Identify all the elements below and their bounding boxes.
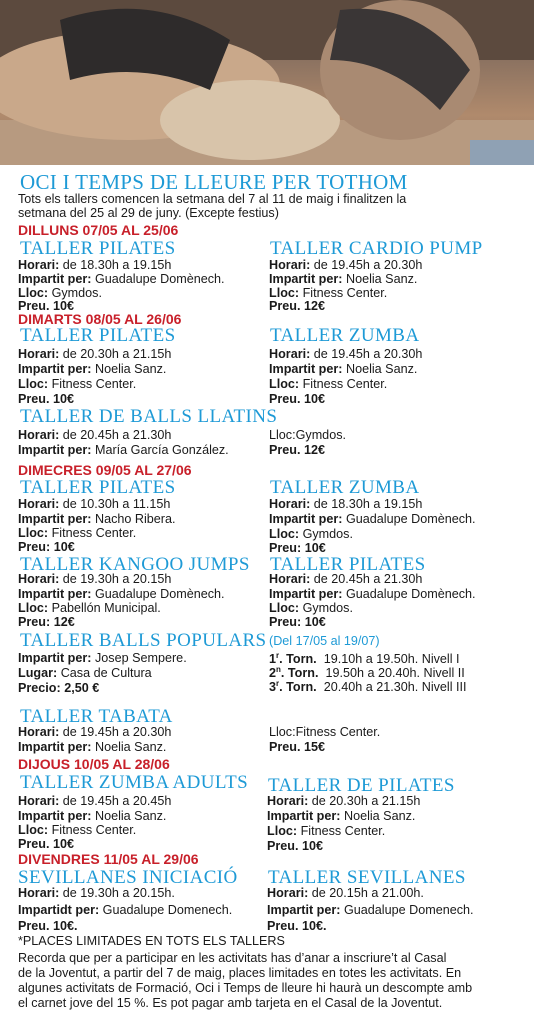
instructor-line: Impartit per: Guadalupe Domenech. (267, 903, 474, 917)
workshop-title: TALLER PILATES (20, 238, 176, 259)
footer-line-2: de la Joventut, a partir del 7 de maig, places limitades en totes les activitats. En (18, 966, 462, 980)
schedule-line: Horari: de 19.45h a 20.30h (18, 725, 172, 739)
instructor-line: Impartit per: Nacho Ribera. (18, 512, 176, 526)
price-line: Preu. 12€ (269, 299, 326, 313)
instructor-line: Impartit per: Noelia Sanz. (18, 740, 167, 754)
price-line: Preu. 10€. (267, 919, 327, 933)
workshop-title: TALLER CARDIO PUMP (270, 238, 483, 259)
schedule-line: Horari: de 19.30h a 20.15h. (18, 886, 175, 900)
day-heading-wednesday: DIMECRES 09/05 AL 27/06 (18, 462, 192, 478)
location-line: Lloc: Fitness Center. (269, 286, 388, 300)
workshop-title: TALLER ZUMBA (270, 325, 420, 346)
instructor-line: Impartit per: Noelia Sanz. (269, 272, 418, 286)
day-heading-thursday: DIJOUS 10/05 AL 28/06 (18, 756, 170, 772)
instructor-line: Impartit per: Guadalupe Domènech. (269, 512, 476, 526)
workshop-title: TALLER PILATES (20, 477, 176, 498)
footer-line-1: Recorda que per a participar en les activitats has d’anar a inscriure’t al Casal (18, 951, 447, 965)
instructor-line: Impartit per: Josep Sempere. (18, 651, 187, 665)
page-title: OCI I TEMPS DE LLEURE PER TOTHOM (20, 170, 408, 194)
location-line: Lloc: Gymdos. (269, 601, 353, 615)
schedule-line: Horari: de 18.30h a 19.15h (269, 497, 423, 511)
price-line: Preu. 15€ (269, 740, 326, 754)
location-line: Lloc: Fitness Center. (269, 377, 388, 391)
limited-places-note: *PLACES LIMITADES EN TOTS ELS TALLERS (18, 934, 285, 948)
schedule-line: Horari: de 19.45h a 20.30h (269, 347, 423, 361)
instructor-line: Impartit per: Guadalupe Domènech. (18, 272, 225, 286)
photo-figure-hair (160, 80, 340, 160)
torn-line: 2$^n$. Torn. 19.50h a 20.40h. Nivell II (269, 664, 465, 680)
price-line: Preu: 10€ (269, 541, 326, 555)
location-line: Lloc: Pabellón Municipal. (18, 601, 161, 615)
instructor-line: Impartit per: Noelia Sanz. (18, 809, 167, 823)
price-line: Preu. 10€ (267, 839, 324, 853)
workshop-title: SEVILLANES INICIACIÓ (18, 867, 238, 888)
workshop-title: TALLER PILATES (270, 554, 426, 575)
location-line: Lloc: Fitness Center. (18, 823, 137, 837)
instructor-line: Impartit per: Noelia Sanz. (267, 809, 416, 823)
day-heading-tuesday: DIMARTS 08/05 AL 26/06 (18, 311, 182, 327)
schedule-line: Horari: de 20.30h a 21.15h (267, 794, 421, 808)
workshop-title: TALLER ZUMBA ADULTS (20, 772, 249, 793)
footer-line-4: el carnet jove del 15 %. Es pot pagar amb tarjeta en el Casal de la Joventut. (18, 996, 443, 1010)
day-heading-friday: DIVENDRES 11/05 AL 29/06 (18, 851, 199, 867)
intro-line-1: Tots els tallers comencen la setmana del 7 al 11 de maig i finalitzen la (18, 192, 407, 206)
location-line: Lloc: Gymdos. (269, 527, 353, 541)
workshop-title: TALLER SEVILLANES (268, 867, 466, 888)
price-line: Preu. 10€ (18, 392, 75, 406)
price-line: Precio: 2,50 € (18, 681, 100, 695)
schedule-line: Horari: de 19.45h a 20.30h (269, 258, 423, 272)
workshop-title: TALLER KANGOO JUMPS (20, 554, 250, 575)
schedule-line: Horari: de 19.45h a 20.45h (18, 794, 172, 808)
torn-line: 3$^r$. Torn. 20.40h a 21.30h. Nivell III (269, 678, 467, 694)
instructor-line: Impartit per: Noelia Sanz. (269, 362, 418, 376)
schedule-line: Horari: de 10.30h a 11.15h (18, 497, 171, 511)
price-line: Preu. 10€. (18, 919, 78, 933)
period-note: (Del 17/05 al 19/07) (269, 634, 380, 648)
location-line: Lloc: Fitness Center. (18, 526, 137, 540)
workshop-title: TALLER ZUMBA (270, 477, 420, 498)
location-line: Lloc: Gymdos. (18, 286, 102, 300)
workshop-title: TALLER DE BALLS LLATINS (20, 406, 278, 427)
header-photo (0, 0, 534, 165)
schedule-line: Horari: de 19.30h a 20.15h (18, 572, 172, 586)
location-line: Lloc: Fitness Center. (18, 377, 137, 391)
schedule-line: Horari: de 20.30h a 21.15h (18, 347, 172, 361)
day-heading-monday: DILLUNS 07/05 AL 25/06 (18, 222, 179, 238)
schedule-line: Horari: de 20.15h a 21.00h. (267, 886, 424, 900)
instructor-line: Impartit per: Guadalupe Domènech. (269, 587, 476, 601)
instructor-line: Impartit per: Noelia Sanz. (18, 362, 167, 376)
instructor-line: Impartit per: María García González. (18, 443, 229, 457)
schedule-line: Horari: de 18.30h a 19.15h (18, 258, 172, 272)
location-line: Lloc: Fitness Center. (267, 824, 386, 838)
venue-line: Lugar: Casa de Cultura (18, 666, 152, 680)
workshop-title: TALLER PILATES (20, 325, 176, 346)
footer-line-3: algunes activitats de Formació, Oci i Temps de lleure hi haurà un descompte amb (18, 981, 473, 995)
instructor-line: Impartit per: Guadalupe Domènech. (18, 587, 225, 601)
workshop-title: TALLER DE PILATES (268, 775, 455, 796)
instructor-line: Impartidt per: Guadalupe Domenech. (18, 903, 233, 917)
schedule-line: Horari: de 20.45h a 21.30h (269, 572, 423, 586)
yoga-class-photo (0, 0, 534, 165)
price-line: Preu: 12€ (18, 615, 75, 629)
workshop-title: TALLER BALLS POPULARS (20, 630, 267, 651)
schedule-line: Horari: de 20.45h a 21.30h (18, 428, 172, 442)
photo-mat (470, 140, 534, 165)
price-line: Preu. 10€ (269, 392, 326, 406)
intro-line-2: setmana del 25 al 29 de juny. (Excepte festius) (18, 206, 279, 220)
price-line: Preu: 10€ (18, 540, 75, 554)
price-line: Preu. 10€ (18, 299, 75, 313)
torn-line: 1$^r$. Torn. 19.10h a 19.50h. Nivell I (269, 650, 460, 666)
location-line: Lloc:Gymdos. (269, 428, 346, 442)
workshop-title: TALLER TABATA (20, 706, 173, 727)
price-line: Preu. 12€ (269, 443, 326, 457)
location-line: Lloc:Fitness Center. (269, 725, 381, 739)
price-line: Preu: 10€ (269, 615, 326, 629)
price-line: Preu. 10€ (18, 837, 75, 851)
